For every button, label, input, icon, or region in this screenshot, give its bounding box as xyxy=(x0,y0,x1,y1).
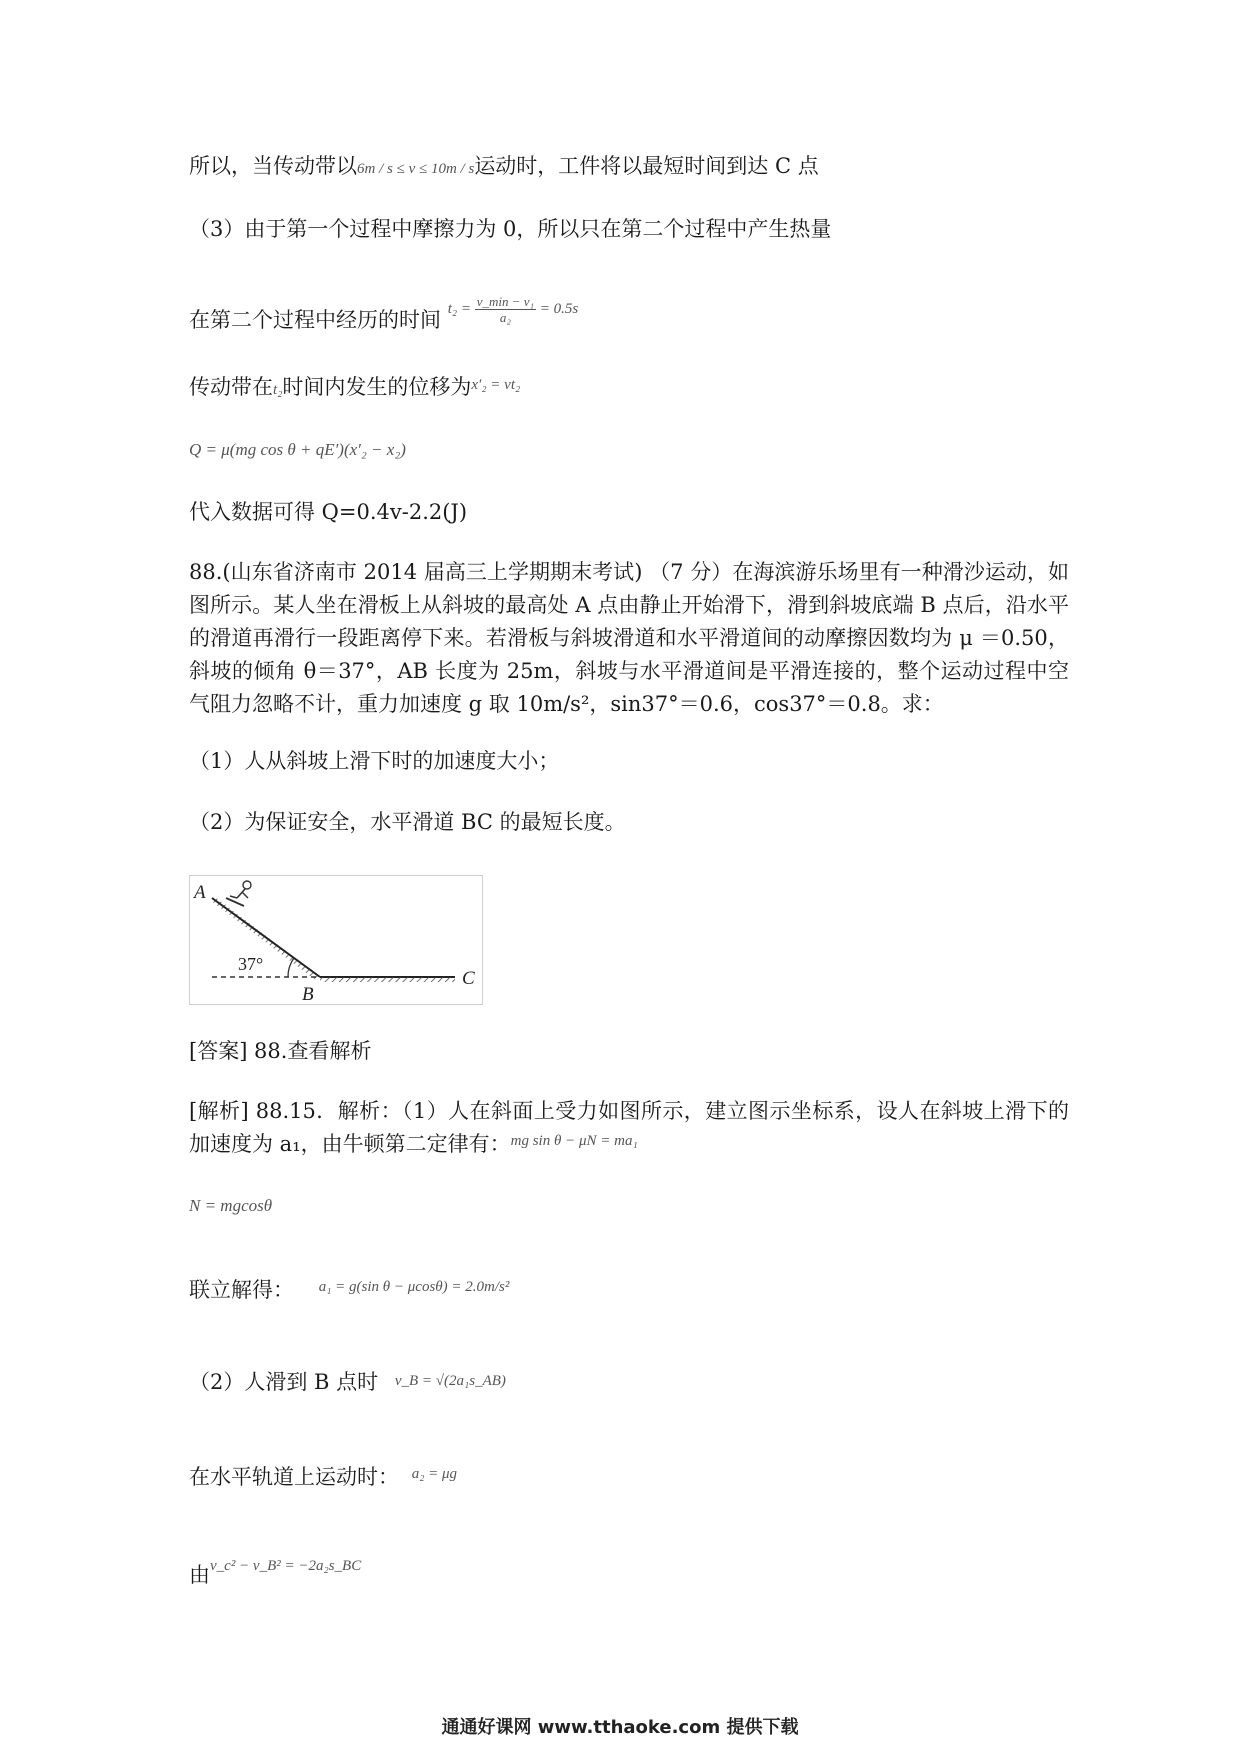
time-formula-lhs: t₂ = xyxy=(447,301,471,317)
solution-paragraph xyxy=(189,1095,1069,1164)
person-on-sled-icon xyxy=(226,881,251,906)
point-b-prefix: （2）人滑到 B 点时 xyxy=(189,1370,379,1394)
normal-force-line xyxy=(189,1189,272,1221)
combined-solution-line xyxy=(189,1275,509,1308)
page-footer: 通通好课网 www.tthaoke.com 提供下载 xyxy=(441,1717,799,1738)
slope-line xyxy=(212,898,320,977)
label-b: B xyxy=(302,984,314,1004)
track-hatching xyxy=(320,977,455,982)
text-line-5 xyxy=(189,433,406,465)
combined-prefix: 联立解得： xyxy=(189,1278,294,1302)
problem-statement: 88.(山东省济南市 2014 届高三上学期期末考试) （7 分）在海滨游乐场里有一种滑沙运动，如图所示。某人坐在滑板上从斜坡的最高处 A 点由静止开始滑下，滑到斜坡底端 B 点后，沿水平的滑道再滑行一段距离停下来。若滑板与斜坡滑道和水平滑道间的动摩擦因数均为 μ ＝0.50，斜坡的倾角 θ＝37°，AB 长度为 25m，斜坡与水平滑道间是平滑连接的，整个运动过程中空气阻力忽略不计，重力加速度 g 取 10m/s²，sin37°＝0.6，cos37°＝0.8。求： xyxy=(189,560,1069,716)
text-line-3 xyxy=(189,294,579,339)
newton-law-formula: mg sin θ − μN = ma₁ xyxy=(510,1133,638,1149)
fraction-numerator: v_min − v₁ xyxy=(476,294,535,310)
angle-label: 37° xyxy=(238,954,264,974)
deceleration-formula: a₂ = μg xyxy=(411,1466,458,1482)
time-formula-rhs: = 0.5s xyxy=(539,301,579,317)
velocity-b-formula: v_B = √(2a₁s_AB) xyxy=(394,1373,506,1389)
text-line-6: 代入数据可得 Q=0.4v-2.2(J) xyxy=(189,500,468,524)
fraction-denominator: a₂ xyxy=(499,310,511,326)
horizontal-motion-line xyxy=(189,1462,457,1495)
line-1-prefix: 所以，当传动带以 xyxy=(189,154,357,178)
label-c: C xyxy=(462,968,475,989)
horizontal-motion-prefix: 在水平轨道上运动时： xyxy=(189,1465,399,1489)
question-1: （1）人从斜坡上滑下时的加速度大小； xyxy=(189,749,560,773)
line-3-prefix: 在第二个过程中经历的时间 xyxy=(189,308,441,332)
text-line-1 xyxy=(189,151,819,184)
kinematics-line xyxy=(189,1560,361,1593)
normal-force-formula: N = mgcosθ xyxy=(189,1196,273,1215)
time-formula xyxy=(447,294,579,326)
kinematics-formula: v_c² − v_B² = −2a₂s_BC xyxy=(210,1558,362,1574)
heat-formula: Q = μ(mg cos θ + qE′)(x′₂ − x₂) xyxy=(189,440,406,459)
velocity-range-formula: 6m / s ≤ v ≤ 10m / s xyxy=(357,161,475,177)
point-b-line xyxy=(189,1367,506,1400)
t2-symbol: t₂ xyxy=(273,382,283,398)
label-a: A xyxy=(194,882,206,903)
line-1-suffix: 运动时，工件将以最短时间到达 C 点 xyxy=(474,154,819,178)
line-4-prefix: 传动带在 xyxy=(189,375,273,399)
text-line-2: （3）由于第一个过程中摩擦力为 0，所以只在第二个过程中产生热量 xyxy=(189,217,832,241)
slope-diagram xyxy=(189,875,483,1005)
answer-line: [答案] 88.查看解析 xyxy=(189,1039,372,1063)
line-4-mid: 时间内发生的位移为 xyxy=(282,375,472,399)
time-formula-fraction xyxy=(475,294,536,325)
kinematics-prefix: 由 xyxy=(189,1563,210,1587)
slope-diagram-svg xyxy=(190,876,482,1004)
question-2: （2）为保证安全，水平滑道 BC 的最短长度。 xyxy=(189,810,626,834)
text-line-4 xyxy=(189,372,520,405)
acceleration-result-formula: a₁ = g(sin θ − μcosθ) = 2.0m/s² xyxy=(318,1279,510,1295)
solution-text: [解析] 88.15．解析：（1）人在斜面上受力如图所示，建立图示坐标系，设人在斜坡上滑下的加速度为 a₁，由牛顿第二定律有： xyxy=(189,1099,1069,1156)
displacement-formula: x′₂ = vt₂ xyxy=(471,377,521,393)
